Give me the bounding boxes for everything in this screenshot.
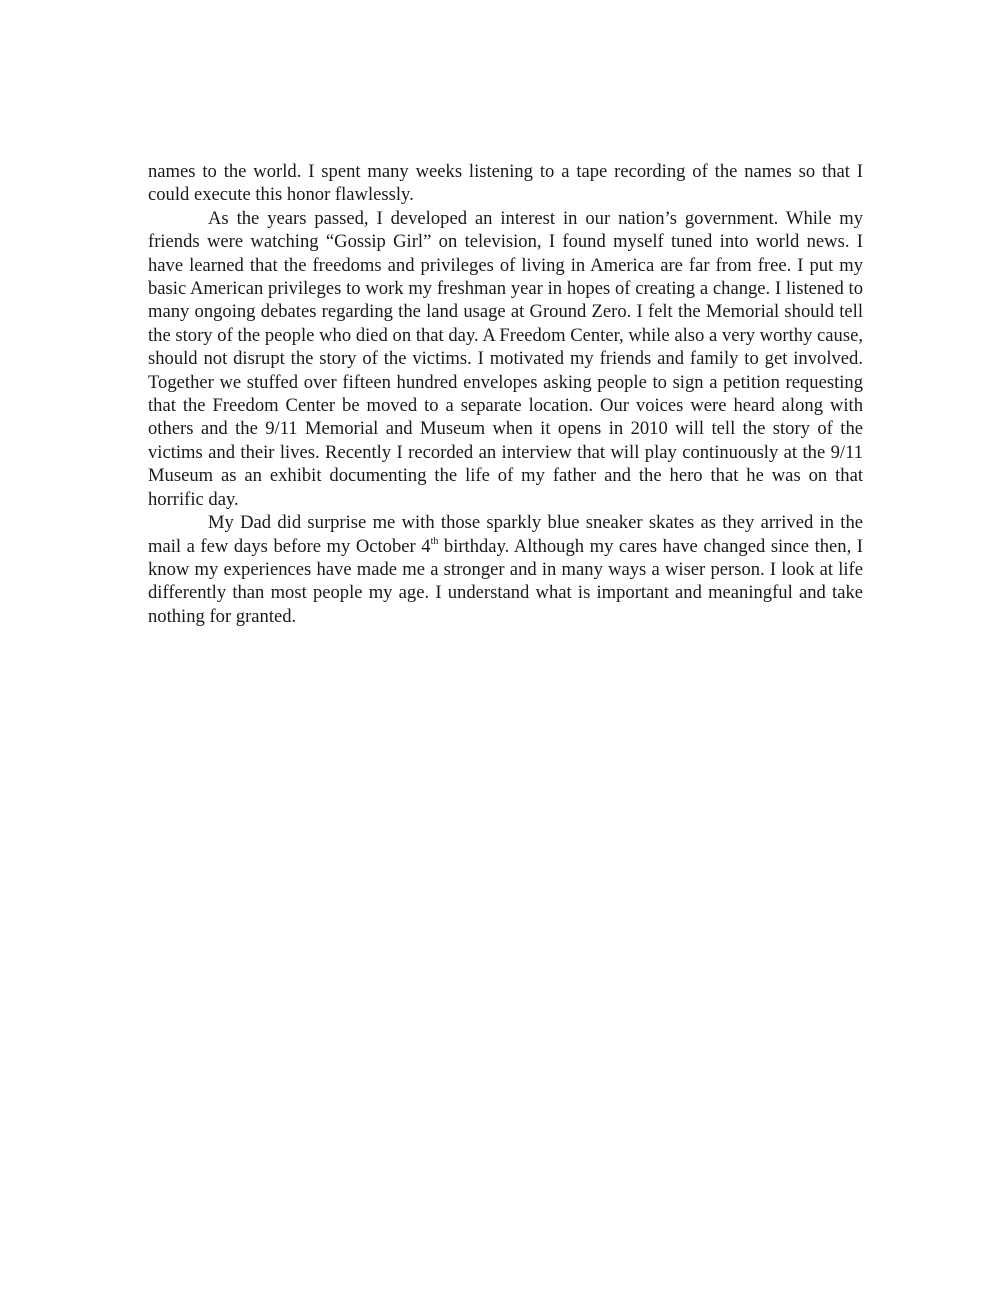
paragraph-2: As the years passed, I developed an interest in our nation’s government. While my friends were watching “Gossip Girl” on television, I found myself tuned into world news. I have learned that the freedoms and privileges of living in America are far from free. I put my basic American privileges to work my freshman year in hopes of creating a change. I listened to many ongoing debates regarding the land usage at Ground Zero. I felt the Memorial should tell the story of the people who died on that day. A Freedom Center, while also a very worthy cause, should not disrupt the story of the victims. I motivated my friends and family to get involved. Together we stuffed over fifteen hundred envelopes asking people to sign a petition requesting that the Freedom Center be moved to a separate location. Our voices were heard along with others and the 9/11 Memorial and Museum when it opens in 2010 will tell the story of the victims and their lives. Recently I recorded an interview that will play continuously at the 9/11 Museum as an exhibit documenting the life of my father and the hero that he was on that horrific day.: [148, 207, 863, 510]
paragraph-1: names to the world. I spent many weeks listening to a tape recording of the names so that I could execute this honor flawlessly.: [148, 161, 863, 206]
ordinal-suffix: th: [430, 535, 439, 547]
paragraph-3: [148, 511, 863, 628]
paragraph-3-text-a: My Dad did surprise me with those sparkly blue sneaker skates as they arrived in the mail a few days before my October 4: [148, 512, 863, 557]
essay-text: [148, 160, 863, 628]
paragraph-3-text-b: birthday. Although my cares have changed since then, I know my experiences have made me a stronger and in many ways a wiser person. I look at life differently than most people my age. I understand what is important and meaningful and take nothing for granted.: [148, 535, 863, 627]
